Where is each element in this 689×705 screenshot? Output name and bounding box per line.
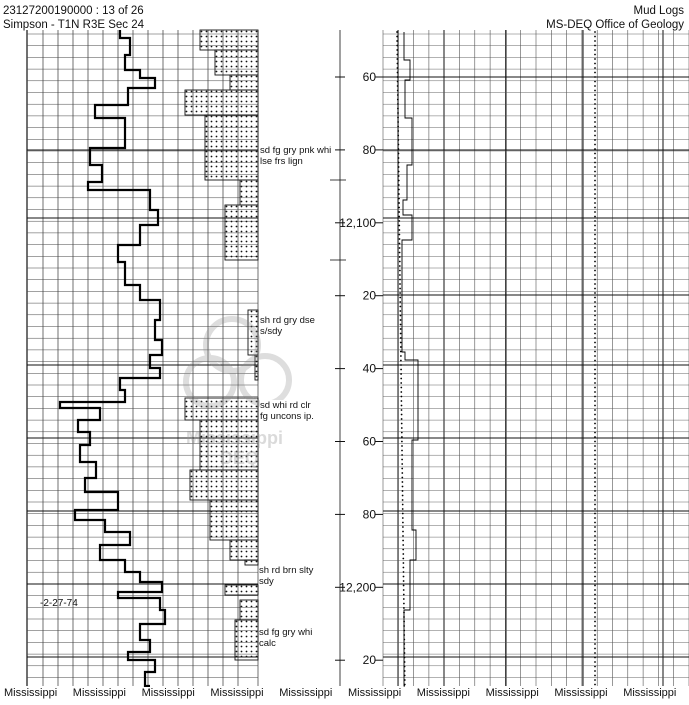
footer-label: Mississippi [485, 687, 539, 699]
footer-label: Mississippi [623, 687, 677, 699]
depth-label-7: 12,200 [339, 580, 376, 595]
footer-label: Mississippi [210, 687, 264, 699]
drilling-curves [60, 30, 596, 686]
depth-label-5: 60 [362, 434, 376, 449]
depth-label-4: 40 [362, 361, 376, 376]
date-annotation: -2-27-74 [40, 598, 78, 609]
footer-strip [0, 687, 689, 705]
lithology-note-4 [259, 627, 312, 649]
depth-scale [330, 30, 383, 686]
depth-label-2: 12,100 [339, 215, 376, 230]
lithology-note-0 [260, 145, 331, 167]
footer-label: Mississippi [279, 687, 333, 699]
lithology-note-line: sh rd gry dse [260, 315, 315, 326]
watermark-text-1: Mississippi [186, 428, 284, 448]
lithology-note-line: sdy [259, 576, 274, 587]
footer-label: Mississippi [554, 687, 608, 699]
depth-label-0: 60 [362, 70, 376, 84]
depth-label-6: 80 [362, 507, 376, 522]
lithology-column [185, 30, 258, 660]
watermark-text-2: DEQ [220, 448, 260, 468]
footer-label: Mississippi [72, 687, 126, 699]
lithology-note-line: sh rd brn slty [259, 565, 314, 576]
lithology-note-1 [260, 315, 315, 337]
footer-label: Mississippi [416, 687, 470, 699]
lithology-note-line: sd fg gry whi [259, 627, 313, 638]
depth-label-3: 20 [362, 288, 376, 303]
lithology-note-line: sd fg gry pnk whi [260, 145, 332, 156]
footer-label: Mississippi [348, 687, 402, 699]
lithology-note-line: sd whi rd clr [260, 400, 311, 411]
lithology-note-2 [260, 400, 314, 422]
well-id-page: 23127200190000 : 13 of 26 [3, 5, 144, 17]
footer-label: Mississippi [4, 687, 58, 699]
right-track-grid [383, 30, 689, 686]
lithology-note-3 [259, 565, 313, 587]
lithology-note-line: fg uncons ip. [260, 411, 314, 422]
depth-label-1: 80 [362, 142, 376, 157]
lithology-note-line: calc [259, 638, 276, 649]
agency-name: MS-DEQ Office of Geology [546, 19, 684, 31]
footer-label: Mississippi [141, 687, 195, 699]
log-type: Mud Logs [633, 5, 684, 17]
lithology-note-line: s/sdy [260, 326, 283, 337]
well-location: Simpson - T1N R3E Sec 24 [3, 19, 145, 31]
depth-label-8: 20 [362, 653, 376, 668]
lithology-note-line: lse frs lign [260, 156, 303, 167]
